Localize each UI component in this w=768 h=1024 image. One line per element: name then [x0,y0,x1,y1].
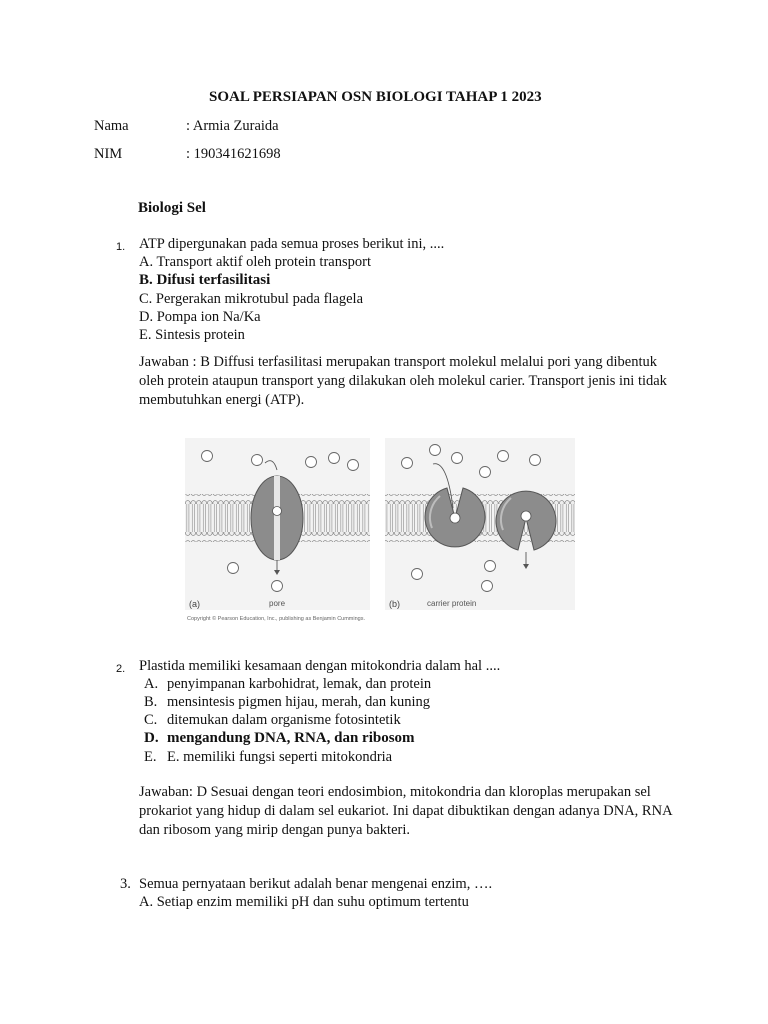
question-text: Semua pernyataan berikut adalah benar mengenai enzim, …. [139,876,493,892]
option-a: A. Setiap enzim memiliki pH dan suhu optimum tertentu [139,894,469,910]
option-e: E. memiliki fungsi seperti mitokondria [167,749,393,765]
option-d-correct: mengandung DNA, RNA, dan ribosom [167,730,415,746]
nim-label: NIM [94,146,123,162]
document-title: SOAL PERSIAPAN OSN BIOLOGI TAHAP 1 2023 [209,89,542,105]
question-text: Plastida memiliki kesamaan dengan mitokondria dalam hal .... [139,658,501,674]
option-b: mensintesis pigmen hijau, merah, dan kuning [167,694,430,710]
option-b-correct: B. Difusi terfasilitasi [139,272,271,288]
option-letter: B. [144,694,158,710]
name-value: : Armia Zuraida [186,118,279,134]
figure-copyright: Copyright © Pearson Education, Inc., publishing as Benjamin Cummings. [187,616,366,622]
option-letter: E. [144,749,157,765]
question-number: 2. [116,663,126,675]
label-carrier-protein: carrier protein [427,599,477,608]
nim-value: : 190341621698 [186,146,281,162]
option-c: C. Pergerakan mikrotubul pada flagela [139,291,364,307]
option-d: D. Pompa ion Na/Ka [139,309,261,325]
label-a: (a) [189,599,200,609]
question-text: ATP dipergunakan pada semua proses berikut ini, .... [139,236,445,252]
membrane-transport-figure [185,418,575,628]
option-letter: D. [144,730,159,746]
option-e: E. Sintesis protein [139,327,245,343]
question-number: 3. [120,876,131,892]
option-c: ditemukan dalam organisme fotosintetik [167,712,401,728]
question-number: 1. [116,241,126,253]
option-letter: A. [144,676,159,692]
answer-explanation: Jawaban : B Diffusi terfasilitasi merupakan transport molekul melalui pori yang dibentuk oleh protein ataupun transport yang dilakukan oleh molekul carier. Transport jenis ini tidak membutuhkan energi (ATP). [139,354,667,408]
option-a: A. Transport aktif oleh protein transport [139,254,371,270]
name-label: Nama [94,118,129,134]
option-a: penyimpanan karbohidrat, lemak, dan protein [167,676,432,692]
section-title: Biologi Sel [138,200,206,216]
label-b: (b) [389,599,400,609]
option-letter: C. [144,712,158,728]
answer-explanation: Jawaban: D Sesuai dengan teori endosimbion, mitokondria dan kloroplas merupakan sel prokariot yang hidup di dalam sel eukariot. Ini dapat dibuktikan dengan adanya DNA, RNA dan ribosom yang mirip dengan punya bakteri. [139,784,672,838]
label-pore: pore [269,599,286,608]
